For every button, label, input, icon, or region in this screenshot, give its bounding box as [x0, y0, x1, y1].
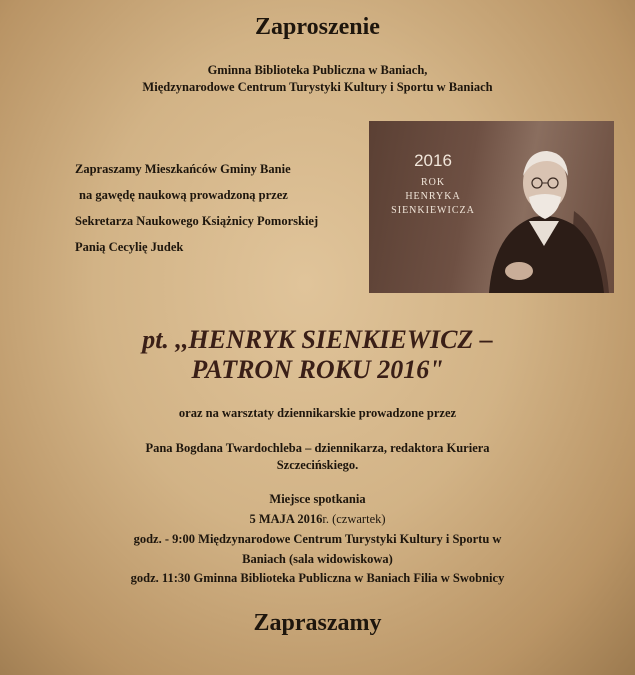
- time-line-1-cont: Baniach (sala widowiskowa): [242, 552, 393, 566]
- lecture-title-line-2: PATRON ROKU 2016": [191, 355, 444, 384]
- journalist-line-1: Pana Bogdana Twardochleba – dziennikarza, redaktora Kuriera: [145, 441, 490, 455]
- photo-caption-line-2: HENRYKA: [405, 191, 461, 202]
- organizer-line-1: Gminna Biblioteka Publiczna w Baniach,: [207, 63, 428, 77]
- photo-caption-line-3: SIENKIEWICZA: [391, 205, 475, 216]
- page-title: Zaproszenie: [255, 14, 380, 40]
- time-line-1: godz. - 9:00 Międzynarodowe Centrum Turystyki Kultury i Sportu w: [133, 532, 502, 546]
- photo-year: 2016: [414, 151, 452, 170]
- meeting-date: [0, 511, 635, 527]
- workshop-text: oraz na warsztaty dziennikarskie prowadzone przez: [178, 406, 457, 420]
- intro-line-4: Panią Cecylię Judek: [75, 240, 184, 254]
- intro-line-3: Sekretarza Naukowego Książnicy Pomorskiej: [75, 214, 319, 228]
- meeting-place-heading: Miejsce spotkania: [269, 492, 366, 506]
- meeting-date-bold: 5 MAJA 2016: [249, 512, 323, 526]
- lecture-title-line-1: pt. ,,HENRYK SIENKIEWICZ –: [142, 325, 493, 354]
- photo-caption-line-1: ROK: [420, 177, 446, 188]
- journalist-line-2: Szczecińskiego.: [276, 458, 359, 472]
- intro-line-2: na gawędę naukową prowadzoną przez: [79, 188, 288, 202]
- sienkiewicz-portrait-photo: [369, 121, 614, 293]
- intro-line-1: Zapraszamy Mieszkańców Gminy Banie: [75, 162, 291, 176]
- meeting-date-rest: r. (czwartek): [322, 512, 386, 526]
- closing-text: Zapraszamy: [253, 610, 382, 636]
- time-line-2: godz. 11:30 Gminna Biblioteka Publiczna w Baniach Filia w Swobnicy: [130, 571, 505, 585]
- organizer-line-2: Międzynarodowe Centrum Turystyki Kultury i Sportu w Baniach: [142, 80, 493, 94]
